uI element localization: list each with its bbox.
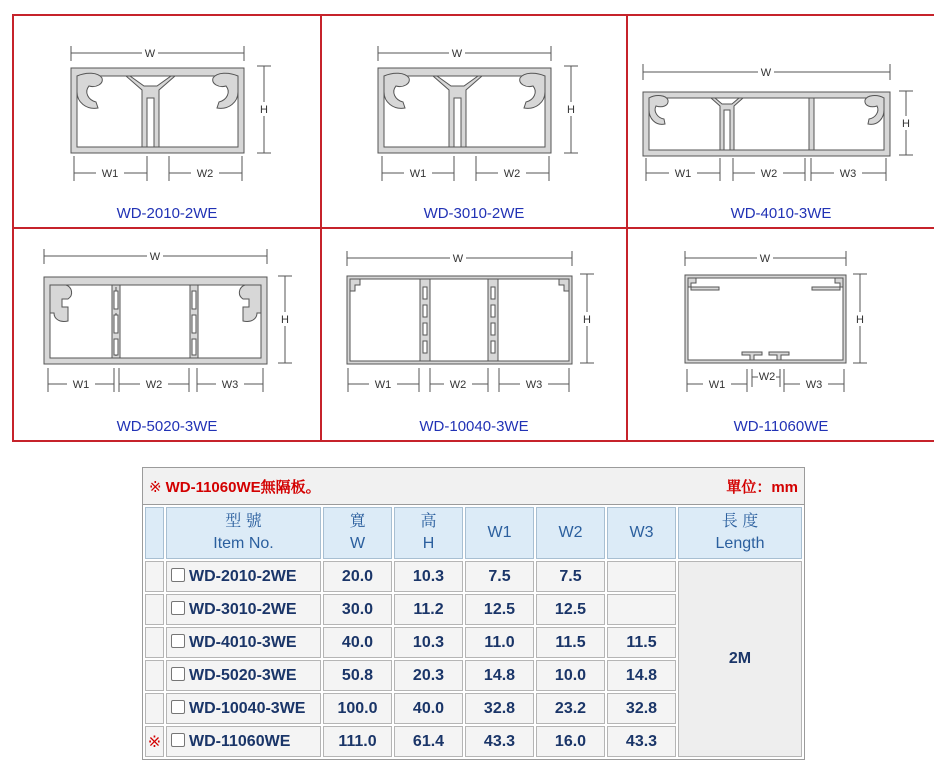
dim-label-h: H <box>281 314 289 326</box>
cell-h: 10.3 <box>394 561 463 592</box>
cell-length: 2M <box>678 561 802 757</box>
row-mark <box>145 627 164 658</box>
dim-label-w2: W2 <box>196 168 214 180</box>
diagram-cell-wd-4010-3we <box>628 16 934 227</box>
cell-w1: 32.8 <box>465 693 534 724</box>
dim-label-w: W <box>452 253 464 265</box>
spec-table <box>143 505 804 759</box>
unit-label: 單位：mm <box>726 478 798 496</box>
diagram-caption: WD-10040-3WE <box>419 418 529 435</box>
header-h-cn: 高 <box>420 513 437 530</box>
cell-w: 30.0 <box>323 594 392 625</box>
column-header-length <box>678 507 802 559</box>
item-checkbox[interactable] <box>171 733 185 747</box>
cell-h: 11.2 <box>394 594 463 625</box>
item-number: WD-11060WE <box>189 732 291 750</box>
item-cell <box>166 660 321 691</box>
dim-label-w: W <box>760 67 772 79</box>
dim-label-h: H <box>902 118 910 130</box>
note-text: 無隔板。 <box>260 478 321 496</box>
item-checkbox[interactable] <box>171 568 185 582</box>
dim-label-w2: W2 <box>449 379 467 391</box>
profile-drawing-wd-5020-3we <box>14 229 320 414</box>
cell-w1: 12.5 <box>465 594 534 625</box>
cell-w3 <box>607 594 676 625</box>
cell-h: 40.0 <box>394 693 463 724</box>
cell-w2: 7.5 <box>536 561 605 592</box>
column-header-w <box>323 507 392 559</box>
diagram-cell-wd-3010-2we <box>322 16 626 227</box>
column-header-w2: W2 <box>536 507 605 559</box>
item-checkbox[interactable] <box>171 700 185 714</box>
table-row <box>145 561 802 592</box>
cell-w1: 7.5 <box>465 561 534 592</box>
cell-w2: 23.2 <box>536 693 605 724</box>
dim-label-w3: W3 <box>221 379 239 391</box>
cell-w: 100.0 <box>323 693 392 724</box>
cell-w1: 43.3 <box>465 726 534 757</box>
header-item-cn: 型 號 <box>225 513 262 530</box>
diagram-caption: WD-2010-2WE <box>116 205 218 222</box>
diagram-cell-wd-5020-3we <box>14 229 320 440</box>
item-cell <box>166 726 321 757</box>
item-checkbox[interactable] <box>171 667 185 681</box>
dim-label-w1: W1 <box>409 168 427 180</box>
diagram-cell-wd-10040-3we <box>322 229 626 440</box>
item-number: WD-10040-3WE <box>189 699 306 717</box>
cell-w2: 10.0 <box>536 660 605 691</box>
dim-label-h: H <box>583 314 591 326</box>
profile-drawing-wd-11060we <box>628 229 934 414</box>
header-h-en: H <box>422 535 435 552</box>
cell-w: 40.0 <box>323 627 392 658</box>
item-number: WD-4010-3WE <box>189 633 297 651</box>
dim-label-w1: W1 <box>674 168 692 180</box>
mark-column-header <box>145 507 164 559</box>
spec-table-panel <box>142 467 805 760</box>
dim-label-w: W <box>149 251 161 263</box>
item-checkbox[interactable] <box>171 601 185 615</box>
item-cell <box>166 627 321 658</box>
dim-label-w2: W2 <box>760 168 778 180</box>
dim-label-h: H <box>260 104 268 116</box>
profile-diagram-grid <box>12 14 934 442</box>
header-w-en: W <box>349 535 366 552</box>
item-cell <box>166 594 321 625</box>
diagram-cell-wd-2010-2we <box>14 16 320 227</box>
header-length-cn: 長 度 <box>721 513 759 530</box>
column-header-w3: W3 <box>607 507 676 559</box>
dim-label-w3: W3 <box>805 379 823 391</box>
cell-w2: 12.5 <box>536 594 605 625</box>
dim-label-w2: W2 <box>503 168 521 180</box>
cell-w1: 11.0 <box>465 627 534 658</box>
dim-label-h: H <box>567 104 575 116</box>
dim-label-w3: W3 <box>839 168 857 180</box>
cell-w3: 32.8 <box>607 693 676 724</box>
dim-label-w1: W1 <box>708 379 726 391</box>
note-model: WD-11060WE <box>165 478 261 496</box>
table-header-row <box>145 507 802 559</box>
row-mark <box>145 594 164 625</box>
diagram-caption: WD-3010-2WE <box>423 205 525 222</box>
dim-label-w1: W1 <box>101 168 119 180</box>
cell-w3 <box>607 561 676 592</box>
cell-w1: 14.8 <box>465 660 534 691</box>
dim-label-w2: W2 <box>145 379 163 391</box>
diagram-caption: WD-4010-3WE <box>730 205 832 222</box>
profile-drawing-wd-10040-3we <box>322 229 626 414</box>
profile-drawing-wd-3010-2we <box>322 16 626 201</box>
cell-w2: 16.0 <box>536 726 605 757</box>
column-header-h <box>394 507 463 559</box>
dim-label-w: W <box>451 48 463 60</box>
dim-label-w1: W1 <box>72 379 90 391</box>
header-length-en: Length <box>715 535 765 552</box>
diagram-caption: WD-5020-3WE <box>116 418 218 435</box>
spec-note <box>149 476 321 497</box>
dim-label-h: H <box>856 314 864 326</box>
cell-w3: 43.3 <box>607 726 676 757</box>
row-mark <box>145 561 164 592</box>
dim-label-w: W <box>759 253 771 265</box>
profile-drawing-wd-2010-2we <box>14 16 320 201</box>
dim-label-w2: W2 <box>758 371 776 383</box>
cell-w3: 11.5 <box>607 627 676 658</box>
row-mark <box>145 660 164 691</box>
spec-table-header <box>143 468 804 505</box>
item-cell <box>166 693 321 724</box>
diagram-caption: WD-11060WE <box>733 418 829 435</box>
diagram-cell-wd-11060we <box>628 229 934 440</box>
header-item-en: Item No. <box>213 535 274 552</box>
cell-w2: 11.5 <box>536 627 605 658</box>
dim-label-w3: W3 <box>525 379 543 391</box>
cell-h: 10.3 <box>394 627 463 658</box>
row-mark: ※ <box>145 726 164 757</box>
cell-w: 20.0 <box>323 561 392 592</box>
row-mark <box>145 693 164 724</box>
item-checkbox[interactable] <box>171 634 185 648</box>
item-number: WD-5020-3WE <box>189 666 297 684</box>
item-number: WD-3010-2WE <box>189 600 297 618</box>
dim-label-w1: W1 <box>374 379 392 391</box>
note-mark: ※ <box>149 478 162 496</box>
column-header-w1: W1 <box>465 507 534 559</box>
header-w-cn: 寬 <box>349 513 366 530</box>
cell-w: 50.8 <box>323 660 392 691</box>
cell-h: 20.3 <box>394 660 463 691</box>
dim-label-w: W <box>144 48 156 60</box>
cell-w3: 14.8 <box>607 660 676 691</box>
cell-h: 61.4 <box>394 726 463 757</box>
profile-drawing-wd-4010-3we <box>628 16 934 201</box>
item-number: WD-2010-2WE <box>189 567 297 585</box>
cell-w: 111.0 <box>323 726 392 757</box>
column-header-item <box>166 507 321 559</box>
item-cell <box>166 561 321 592</box>
